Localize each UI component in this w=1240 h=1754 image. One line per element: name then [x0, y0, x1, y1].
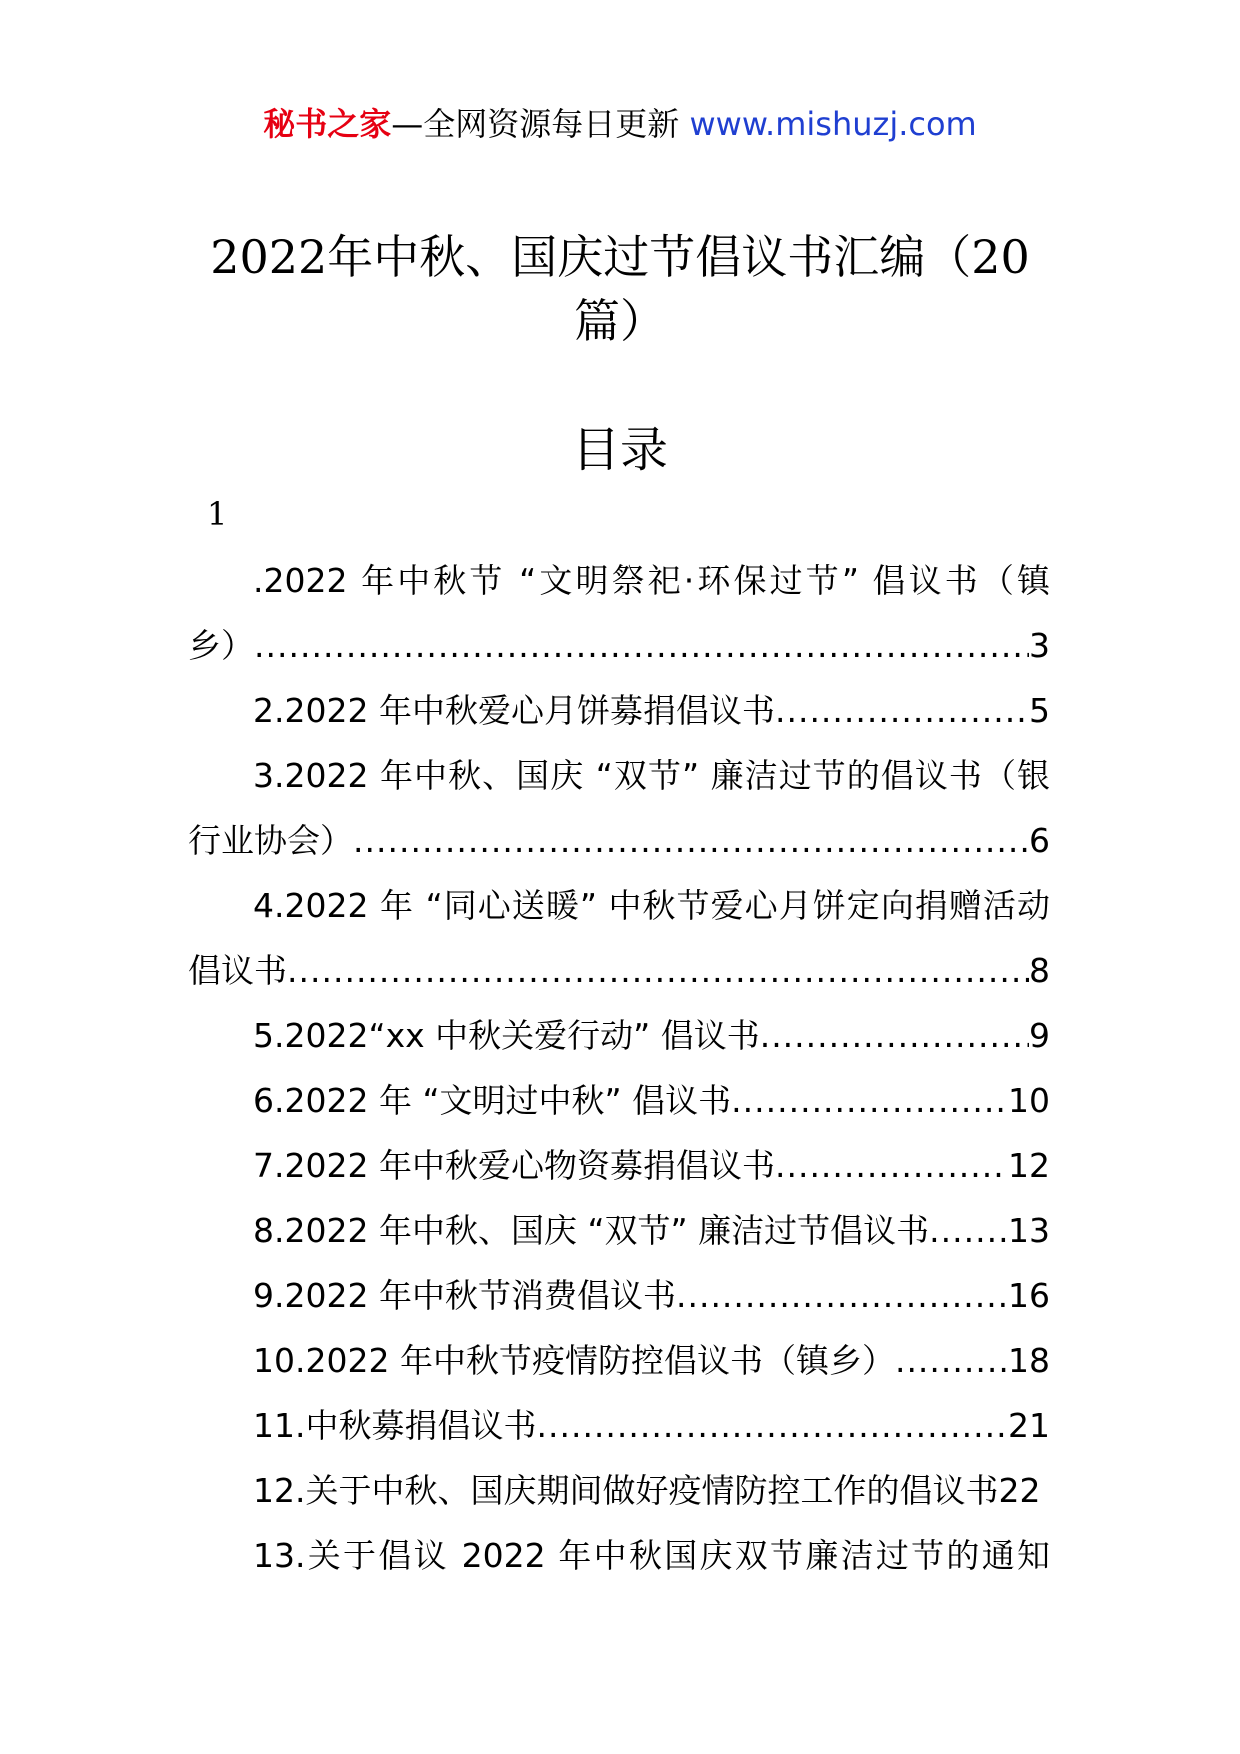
toc-leader-dots — [676, 1263, 1008, 1328]
toc-entry-2[interactable] — [188, 678, 1050, 743]
toc-entry-6[interactable] — [188, 1068, 1050, 1133]
toc-leader-dots — [775, 678, 1029, 743]
brand-name: 秘书之家 — [263, 105, 392, 143]
toc-page-number: 8 — [1029, 951, 1050, 990]
toc-page-number: 18 — [1008, 1341, 1050, 1380]
toc-page-number: 10 — [1008, 1081, 1050, 1120]
toc-entry-title: 13.关于倡议 2022 年中秋国庆双节廉洁过节的通知 — [253, 1536, 1050, 1575]
toc-page-number: 5 — [1029, 691, 1050, 730]
toc-entry-11[interactable] — [188, 1393, 1050, 1458]
toc-page-number: 12 — [1008, 1146, 1050, 1185]
toc-leader-dots — [287, 938, 1029, 1003]
toc-leader-dots — [731, 1068, 1008, 1133]
toc-entry-title: 倡议书 — [188, 951, 287, 990]
toc-entry-title: 7.2022 年中秋爱心物资募捐倡议书 — [253, 1146, 775, 1185]
toc-leader-dots — [760, 1003, 1029, 1068]
toc-entry-1-line-1[interactable] — [188, 548, 1050, 613]
toc-entry-title: 11.中秋募捐倡议书 — [253, 1406, 537, 1445]
toc-number: 1 — [207, 495, 228, 533]
toc-entry-title: .2022 年中秋节 “文明祭祀·环保过节” 倡议书（镇 — [253, 561, 1050, 600]
toc-entry-title: 10.2022 年中秋节疫情防控倡议书（镇乡） — [253, 1341, 895, 1380]
toc-entry-5[interactable] — [188, 1003, 1050, 1068]
toc-entry-7[interactable] — [188, 1133, 1050, 1198]
toc-entry-4-line-1[interactable] — [188, 873, 1050, 938]
title-line-2: 篇） — [574, 294, 666, 348]
toc-entry-9[interactable] — [188, 1263, 1050, 1328]
toc-leader-dots — [775, 1133, 1008, 1198]
toc-entry-title: 3.2022 年中秋、国庆 “双节” 廉洁过节的倡议书（银 — [253, 756, 1050, 795]
toc-page-number: 9 — [1029, 1016, 1050, 1055]
toc-entry-title: 乡） — [188, 626, 254, 665]
toc-entry-title: 9.2022 年中秋节消费倡议书 — [253, 1276, 676, 1315]
table-of-contents — [188, 548, 1050, 1588]
toc-entry-title: 2.2022 年中秋爱心月饼募捐倡议书 — [253, 691, 775, 730]
toc-entry-4-line-2[interactable] — [188, 938, 1050, 1003]
toc-leader-dots — [895, 1328, 1008, 1393]
title-line-1: 2022年中秋、国庆过节倡议书汇编（20 — [210, 230, 1030, 284]
toc-leader-dots — [536, 1393, 1008, 1458]
toc-entry-13[interactable] — [188, 1523, 1050, 1588]
toc-entry-title: 12.关于中秋、国庆期间做好疫情防控工作的倡议书 — [253, 1471, 999, 1510]
toc-entry-3-line-2[interactable] — [188, 808, 1050, 873]
toc-page-number: 3 — [1029, 626, 1050, 665]
toc-entry-8[interactable] — [188, 1198, 1050, 1263]
toc-page-number: 16 — [1008, 1276, 1050, 1315]
toc-entry-3-line-1[interactable] — [188, 743, 1050, 808]
toc-leader-dots — [929, 1198, 1008, 1263]
toc-entry-title: 4.2022 年 “同心送暖” 中秋节爱心月饼定向捐赠活动 — [253, 886, 1050, 925]
toc-entry-title: 5.2022“xx 中秋关爱行动” 倡议书 — [253, 1016, 760, 1055]
toc-page-number: 6 — [1029, 821, 1050, 860]
toc-page-number: 22 — [998, 1471, 1041, 1510]
toc-page-number: 21 — [1008, 1406, 1050, 1445]
toc-entry-title: 6.2022 年 “文明过中秋” 倡议书 — [253, 1081, 732, 1120]
toc-entry-title: 8.2022 年中秋、国庆 “双节” 廉洁过节倡议书 — [253, 1211, 930, 1250]
document-title — [0, 225, 1240, 353]
toc-entry-12[interactable] — [188, 1458, 1050, 1523]
site-header — [0, 100, 1240, 148]
toc-entry-1-line-2[interactable] — [188, 613, 1050, 678]
toc-leader-dots — [353, 808, 1029, 873]
toc-heading: 目录 — [571, 422, 668, 478]
toc-entry-title: 行业协会） — [188, 821, 353, 860]
toc-leader-dots — [254, 613, 1029, 678]
header-tagline: —全网资源每日更新 — [391, 105, 690, 143]
toc-entry-10[interactable] — [188, 1328, 1050, 1393]
toc-page-number: 13 — [1008, 1211, 1050, 1250]
site-url[interactable]: www.mishuzj.com — [689, 105, 977, 143]
